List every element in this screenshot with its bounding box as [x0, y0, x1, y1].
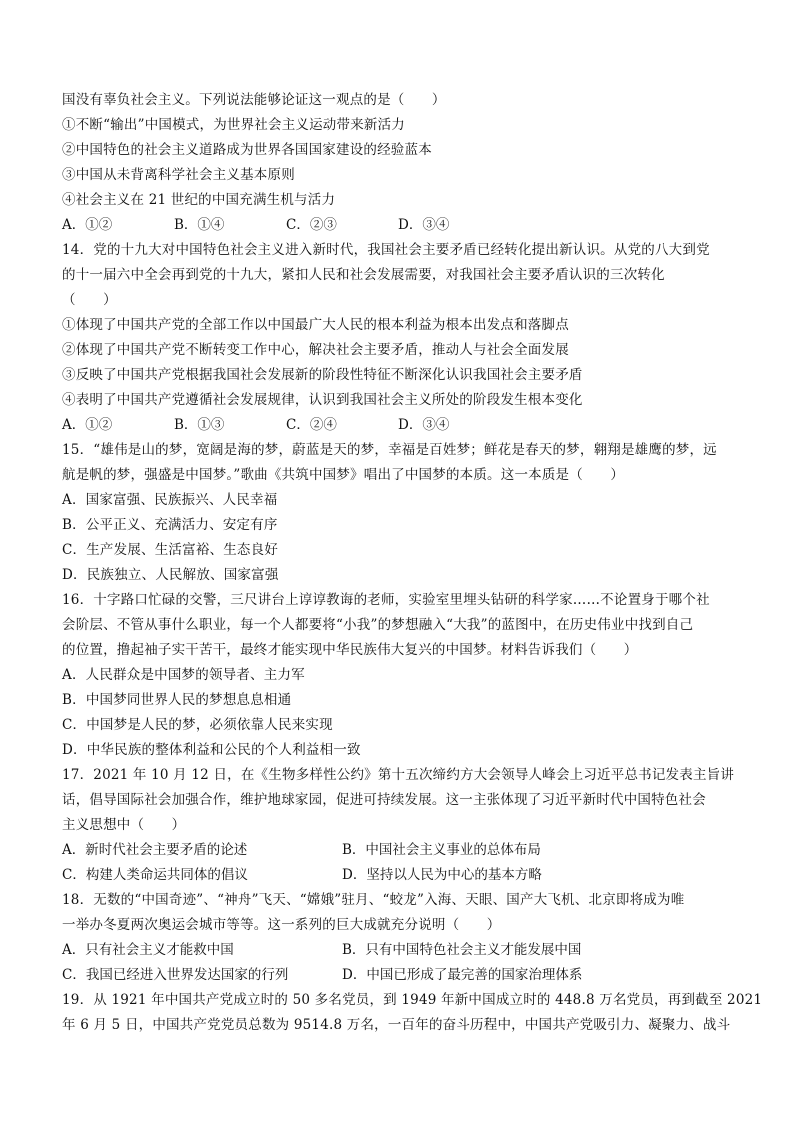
statement: ②中国特色的社会主义道路成为世界各国国家建设的经验蓝本	[62, 142, 432, 158]
option-a: A．人民群众是中国梦的领导者、主力军	[62, 667, 305, 683]
question-19	[62, 988, 763, 1038]
option-c: C．②③	[286, 217, 337, 233]
statement: ③中国从未背离科学社会主义基本原则	[62, 167, 295, 183]
option-a: A．国家富强、民族振兴、人民幸福	[62, 492, 278, 508]
option-a: A．①②	[62, 417, 113, 433]
option-d: D．中华民族的整体利益和公民的个人利益相一致	[62, 742, 361, 758]
statement: ③反映了中国共产党根据我国社会发展新的阶段性特征不断深化认识我国社会主要矛盾	[62, 367, 583, 383]
option-c: C．中国梦是人民的梦，必须依靠人民来实现	[62, 717, 333, 733]
question-15	[62, 438, 734, 588]
question-stem: 话，倡导国际社会加强合作，维护地球家园，促进可持续发展。这一主张体现了习近平新时代中国特色社会	[62, 792, 706, 808]
question-stem: 主义思想中（ ）	[62, 817, 186, 833]
question-stem: 航是帆的梦，强盛是中国梦。”歌曲《共筑中国梦》唱出了中国梦的本质。这一本质是（ ）	[62, 467, 625, 483]
option-row	[62, 413, 734, 438]
option-b: B．①③	[174, 417, 225, 433]
option-a: A．只有社会主义才能救中国	[62, 942, 234, 958]
question-stem: 一举办冬夏两次奥运会城市等等。这一系列的巨大成就充分说明（ ）	[62, 917, 501, 933]
option-b: B．①④	[174, 217, 225, 233]
option-c: C．我国已经进入世界发达国家的行列	[62, 967, 289, 983]
option-d: D．中国已形成了最完善的国家治理体系	[342, 967, 583, 983]
statement: ①体现了中国共产党的全部工作以中国最广大人民的根本利益为根本出发点和落脚点	[62, 317, 569, 333]
statement: ①不断“输出”中国模式，为世界社会主义运动带来新活力	[62, 117, 406, 133]
question-13	[62, 88, 734, 238]
question-14	[62, 238, 734, 438]
option-b: B．只有中国特色社会主义才能发展中国	[342, 942, 582, 958]
question-stem: 会阶层、不管从事什么职业，每一个人都要将“小我”的梦想融入“大我”的蓝图中，在历史伟业中找到自己	[62, 617, 694, 633]
statement: ②体现了中国共产党不断转变工作中心，解决社会主要矛盾，推动人与社会全面发展	[62, 342, 569, 358]
option-row	[62, 963, 734, 988]
option-row	[62, 838, 734, 863]
option-a: A．新时代社会主要矛盾的论述	[62, 842, 248, 858]
option-row	[62, 863, 734, 888]
option-a: A．①②	[62, 217, 113, 233]
option-c: C．②④	[286, 417, 337, 433]
option-d: D．坚持以人民为中心的基本方略	[342, 867, 542, 883]
exam-page	[62, 88, 763, 1038]
option-d: D．③④	[398, 417, 450, 433]
option-row	[62, 213, 734, 238]
statement: ④社会主义在 21 世纪的中国充满生机与活力	[62, 192, 336, 208]
question-stem: 年 6 月 5 日，中国共产党党员总数为 9514.8 万名，一百年的奋斗历程中，中国共产党吸引力、凝聚力、战斗	[62, 1017, 731, 1033]
question-stem: 的位置，撸起袖子实干苦干，最终才能实现中华民族伟大复兴的中国梦。材料告诉我们（ ）	[62, 642, 638, 658]
option-row	[62, 938, 734, 963]
option-b: B．公平正义、充满活力、安定有序	[62, 517, 278, 533]
question-stem: 15．“雄伟是山的梦，宽阔是海的梦，蔚蓝是天的梦，幸福是百姓梦；鲜花是春天的梦，翱翔是雄鹰的梦，远	[62, 442, 717, 458]
question-stem: 国没有辜负社会主义。下列说法能够论证这一观点的是（ ）	[62, 92, 446, 108]
question-stem: 18．无数的“中国奇迹”、“神舟”飞天、“嫦娥”驻月、“蛟龙”入海、天眼、国产大飞机、北京即将成为唯	[62, 892, 685, 908]
question-stem: 17．2021 年 10 月 12 日，在《生物多样性公约》第十五次缔约方大会领导人峰会上习近平总书记发表主旨讲	[62, 767, 735, 783]
question-18	[62, 888, 734, 988]
question-stem: 19．从 1921 年中国共产党成立时的 50 多名党员，到 1949 年新中国成立时的 448.8 万名党员，再到截至 2021	[62, 992, 763, 1008]
option-d: D．③④	[398, 217, 450, 233]
question-16	[62, 588, 734, 763]
option-b: B．中国社会主义事业的总体布局	[342, 842, 541, 858]
question-stem: 的十一届六中全会再到党的十九大，紧扣人民和社会发展需要，对我国社会主要矛盾认识的三次转化	[62, 267, 665, 283]
option-b: B．中国梦同世界人民的梦想息息相通	[62, 692, 292, 708]
option-c: C．构建人类命运共同体的倡议	[62, 867, 248, 883]
statement: ④表明了中国共产党遵循社会发展规律，认识到我国社会主义所处的阶段发生根本变化	[62, 392, 583, 408]
option-c: C．生产发展、生活富裕、生态良好	[62, 542, 279, 558]
question-stem: 14．党的十九大对中国特色社会主义进入新时代，我国社会主要矛盾已经转化提出新认识。从党的八大到党	[62, 242, 710, 258]
question-stem: 16．十字路口忙碌的交警，三尺讲台上谆谆教诲的老师，实验室里埋头钻研的科学家……不论置身于哪个社	[62, 592, 710, 608]
question-17	[62, 763, 734, 888]
answer-bracket: （ ）	[62, 292, 117, 308]
option-d: D．民族独立、人民解放、国家富强	[62, 567, 279, 583]
